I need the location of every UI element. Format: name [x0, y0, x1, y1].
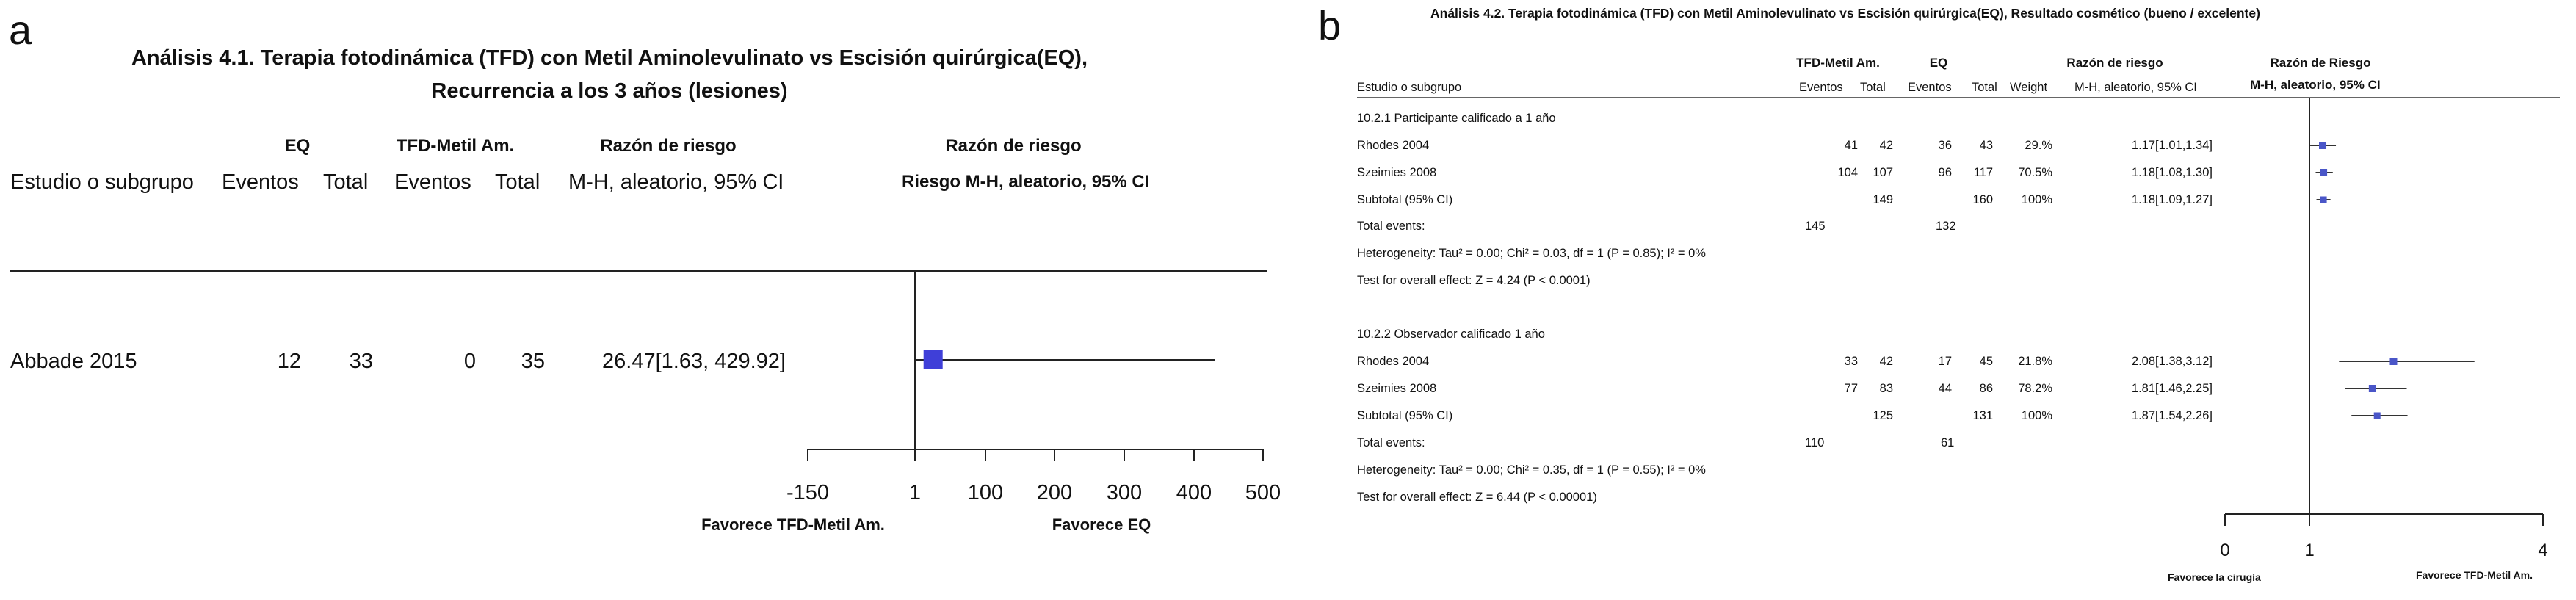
panel-b-point-marker — [2369, 385, 2376, 392]
panel-a-tick-label: 300 — [1106, 481, 1143, 505]
panel-b-group2-header: EQ — [1929, 56, 1948, 70]
total-events-e1: 110 — [1805, 436, 1825, 449]
panel-b-tick-label: 0 — [2220, 541, 2230, 560]
subtotal-ci: 1.18[1.09,1.27] — [2131, 193, 2213, 206]
table-cell-t2: 43 — [1979, 139, 1993, 152]
table-cell-e2: 36 — [1938, 139, 1952, 152]
panel-b-col-study: Estudio o subgrupo — [1357, 81, 1462, 94]
panel-b-point-marker — [2320, 197, 2327, 203]
table-row-study: Rhodes 2004 — [1357, 355, 1430, 368]
overall-effect-text: Test for overall effect: Z = 6.44 (P < 0.00001) — [1357, 491, 1597, 504]
panel-a-letter: a — [9, 7, 32, 53]
table-cell-e1: 104 — [1837, 166, 1858, 179]
table-cell-t1: 42 — [1879, 355, 1893, 368]
subtotal-t2: 131 — [1972, 409, 1993, 422]
panel-a-group2-header: TFD-Metil Am. — [396, 136, 515, 156]
panel-a-tick-label: 400 — [1176, 481, 1212, 505]
table-cell-e2: 44 — [1938, 382, 1952, 395]
subtotal-weight: 100% — [2021, 409, 2052, 422]
table-cell-t1: 107 — [1873, 166, 1893, 179]
panel-a-favors-right: Favorece EQ — [1052, 516, 1151, 534]
panel-a-study-name: Abbade 2015 — [10, 350, 137, 373]
panel-b-subgroup-name: 10.2.2 Observador calificado 1 año — [1357, 328, 1545, 341]
table-cell-e1: 77 — [1844, 382, 1858, 395]
heterogeneity-text: Heterogeneity: Tau² = 0.00; Chi² = 0.35, df = 1 (P = 0.55); I² = 0% — [1357, 463, 1706, 477]
panel-b-ratio-header: Razón de riesgo — [2066, 56, 2163, 70]
panel-b-col-events1: Eventos — [1799, 81, 1843, 94]
table-cell-weight: 78.2% — [2018, 382, 2052, 395]
total-events-label: Total events: — [1357, 436, 1425, 449]
panel-a-col-method: M-H, aleatorio, 95% CI — [568, 170, 784, 194]
panel-b-col-weight: Weight — [2010, 81, 2048, 94]
panel-b-ratio-header-plot: Razón de Riesgo — [2270, 56, 2371, 70]
panel-a-col-events2: Eventos — [394, 170, 471, 194]
subtotal-t1: 125 — [1873, 409, 1893, 422]
table-cell-ci: 1.81[1.46,2.25] — [2131, 382, 2213, 395]
subtotal-label: Subtotal (95% CI) — [1357, 193, 1453, 206]
panel-b-col-method-plot: M-H, aleatorio, 95% CI — [2250, 78, 2381, 92]
panel-a-tick-label: 100 — [967, 481, 1004, 505]
panel-a-total-tfd: 35 — [521, 350, 545, 373]
table-cell-t2: 117 — [1973, 166, 1993, 179]
panel-b-point-marker — [2320, 169, 2327, 176]
table-cell-weight: 21.8% — [2018, 355, 2052, 368]
panel-b-favors-left: Favorece la cirugía — [2168, 571, 2261, 583]
panel-a-col-total1: Total — [323, 170, 369, 194]
total-events-e2: 132 — [1936, 220, 1956, 233]
panel-b-point-marker — [2389, 358, 2397, 365]
panel-b-col-total2: Total — [1972, 81, 1997, 94]
subtotal-ci: 1.87[1.54,2.26] — [2131, 409, 2213, 422]
table-row-study: Szeimies 2008 — [1357, 166, 1437, 179]
panel-a-col-method-plot: Riesgo M-H, aleatorio, 95% CI — [902, 172, 1150, 192]
panel-a-title-line1: Análisis 4.1. Terapia fotodinámica (TFD) con Metil Aminolevulinato vs Escisión quirúrgica(EQ), — [131, 46, 1088, 70]
table-cell-t1: 42 — [1879, 139, 1893, 152]
table-cell-e2: 17 — [1938, 355, 1952, 368]
panel-b-group1-header: TFD-Metil Am. — [1796, 56, 1880, 70]
table-cell-t2: 45 — [1979, 355, 1993, 368]
panel-a-total-eq: 33 — [349, 350, 373, 373]
total-events-label: Total events: — [1357, 220, 1425, 233]
panel-b-subgroup-name: 10.2.1 Participante calificado a 1 año — [1357, 112, 1556, 125]
subtotal-label: Subtotal (95% CI) — [1357, 409, 1453, 422]
panel-a-tick-label: 500 — [1245, 481, 1281, 505]
table-cell-weight: 70.5% — [2018, 166, 2052, 179]
panel-a-ratio-header: Razón de riesgo — [600, 136, 737, 156]
panel-b-tick-label: 4 — [2538, 541, 2548, 560]
panel-b-point-marker — [2374, 413, 2381, 419]
panel-a-col-events1: Eventos — [222, 170, 299, 194]
table-cell-ci: 1.17[1.01,1.34] — [2131, 139, 2213, 152]
table-cell-ci: 2.08[1.38,3.12] — [2131, 355, 2213, 368]
table-cell-t2: 86 — [1979, 382, 1993, 395]
heterogeneity-text: Heterogeneity: Tau² = 0.00; Chi² = 0.03, df = 1 (P = 0.85); I² = 0% — [1357, 247, 1706, 260]
panel-b-title: Análisis 4.2. Terapia fotodinámica (TFD) con Metil Aminolevulinato vs Escisión quirúrgica(EQ), Resultado cosmético (bueno / excelente) — [1430, 6, 2260, 21]
panel-a-tick-label: 200 — [1036, 481, 1073, 505]
panel-b-col-events2: Eventos — [1908, 81, 1952, 94]
panel-b-col-method: M-H, aleatorio, 95% CI — [2074, 81, 2197, 94]
panel-a-tick-label: -150 — [786, 481, 830, 505]
panel-a-ci-text: 26.47[1.63, 429.92] — [602, 350, 786, 373]
table-cell-weight: 29.% — [2025, 139, 2052, 152]
panel-b-favors-right: Favorece TFD-Metil Am. — [2416, 569, 2533, 581]
panel-a-events-eq: 12 — [277, 350, 301, 373]
table-cell-e1: 41 — [1844, 139, 1858, 152]
panel-a-group1-header: EQ — [284, 136, 311, 156]
panel-b-point-marker — [2319, 142, 2326, 149]
panel-a-tick-label: 1 — [908, 481, 922, 505]
subtotal-t2: 160 — [1972, 193, 1993, 206]
panel-a-point-marker — [924, 350, 943, 369]
panel-a-col-total2: Total — [495, 170, 540, 194]
panel-b-letter: b — [1318, 2, 1342, 48]
panel-a-events-tfd: 0 — [463, 350, 476, 373]
table-row-study: Rhodes 2004 — [1357, 139, 1430, 152]
total-events-e1: 145 — [1805, 220, 1826, 233]
table-row-study: Szeimies 2008 — [1357, 382, 1437, 395]
panel-a-title-line2: Recurrencia a los 3 años (lesiones) — [431, 79, 788, 103]
subtotal-weight: 100% — [2021, 193, 2052, 206]
panel-a-ratio-header-plot: Razón de riesgo — [945, 136, 1082, 156]
overall-effect-text: Test for overall effect: Z = 4.24 (P < 0.0001) — [1357, 274, 1591, 287]
panel-a-col-study: Estudio o subgrupo — [10, 170, 194, 194]
panel-b-tick-label: 1 — [2304, 541, 2315, 560]
table-cell-e2: 96 — [1938, 166, 1952, 179]
panel-a-favors-left: Favorece TFD-Metil Am. — [701, 516, 885, 534]
total-events-e2: 61 — [1941, 436, 1955, 449]
panel-b-col-total1: Total — [1860, 81, 1886, 94]
table-cell-e1: 33 — [1844, 355, 1858, 368]
subtotal-t1: 149 — [1873, 193, 1893, 206]
table-cell-ci: 1.18[1.08,1.30] — [2131, 166, 2213, 179]
table-cell-t1: 83 — [1879, 382, 1893, 395]
